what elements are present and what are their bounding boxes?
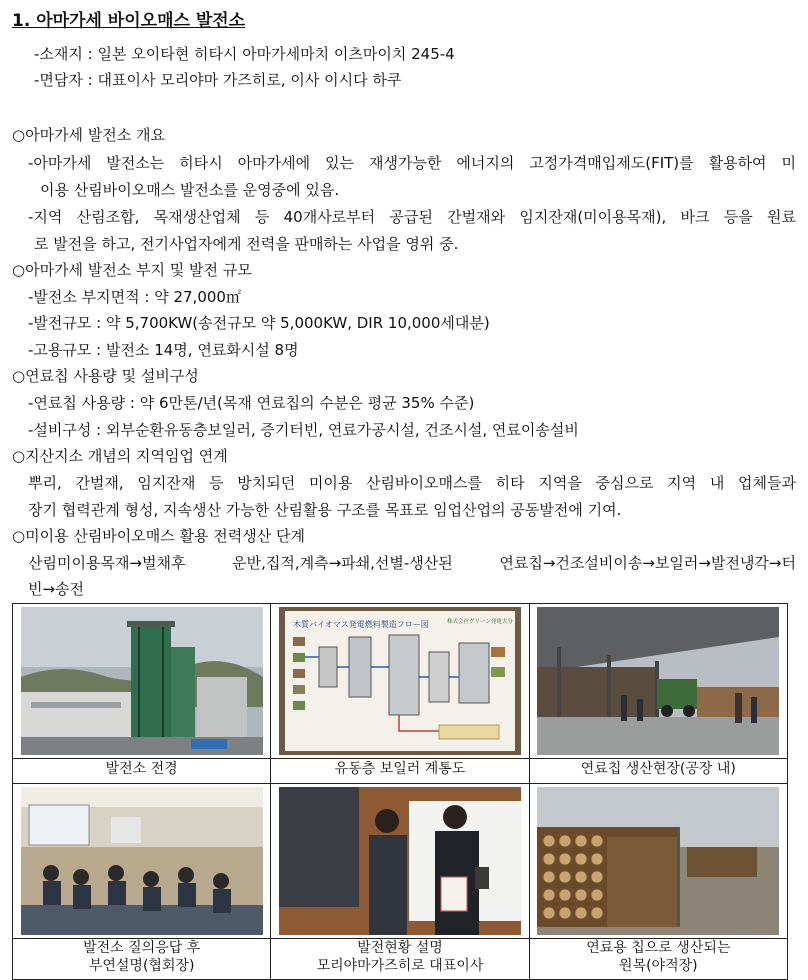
log-yard-photo <box>537 787 779 935</box>
photo-caption-line1: 연료용 칩으로 생산되는 <box>586 940 731 956</box>
power-plant-photo <box>21 607 263 755</box>
photo-caption-line2: 모리야마가즈히로 대표이사 <box>316 958 484 974</box>
photo-caption: 유동층 보일러 계통도 <box>271 759 529 784</box>
site-area: -발전소 부지면적 : 약 27,000㎡ <box>28 288 241 306</box>
photo-cell <box>271 604 529 759</box>
ceo-presentation-photo <box>279 787 521 935</box>
local-forestry-line1: 뿌리, 간벌재, 임지잔재 등 방치되던 미이용 산림바이오매스를 히타 지역을 중심으로 지역 내 업체들과 <box>28 474 796 492</box>
poster-company: 株式会社グリーン発電大分 <box>446 619 513 625</box>
photo-caption-line2: 부연설명(협회장) <box>88 958 195 974</box>
equipment-list: -설비구성 : 외부순환유동층보일러, 증기터빈, 연료가공시설, 건조시설, 연료이송설비 <box>28 421 579 439</box>
photo-caption <box>271 939 529 980</box>
photo-cell <box>13 784 271 939</box>
photo-caption-line1: 발전현황 설명 <box>357 940 443 956</box>
overview-p1-line1: -아마가세 발전소는 히타시 아마가세에 있는 재생가능한 에너지의 고정가격매입제도(FIT)를 활용하여 미 <box>28 154 796 172</box>
overview-header: ○아마가세 발전소 개요 <box>12 126 166 144</box>
photo-cell <box>529 604 787 759</box>
photo-caption: 연료칩 생산현장(공장 내) <box>529 759 787 784</box>
photo-caption <box>13 939 271 980</box>
poster-title: 木質バイオマス発電燃料製造フロー図 <box>292 620 429 629</box>
fuel-header: ○연료칩 사용량 및 설비구성 <box>12 367 199 385</box>
photo-caption: 발전소 전경 <box>13 759 271 784</box>
photo-table <box>12 603 788 980</box>
overview-p2-line2: 로 발전을 하고, 전기사업자에게 전력을 판매하는 사업을 영위 중. <box>34 235 459 253</box>
employment-scale: -고용규모 : 발전소 14명, 연료화시설 8명 <box>28 341 299 359</box>
local-forestry-line2: 장기 협력관계 형성, 지속생산 가능한 산림활용 구조를 목표로 임업산업의 공동발전에 기여. <box>28 501 622 519</box>
location-line: -소재지 : 일본 오이타현 히타시 아마가세마치 이츠마이치 245-4 <box>34 45 455 63</box>
process-line2: 빈→송전 <box>28 580 85 598</box>
photo-cell <box>271 784 529 939</box>
photo-caption-line1: 발전소 질의응답 후 <box>83 940 201 956</box>
process-header: ○미이용 산림바이오매스 활용 전력생산 단계 <box>12 527 305 545</box>
overview-p2-line1: -지역 산림조합, 목재생산업체 등 40개사로부터 공급된 간벌재와 임지잔재(미이용목재), 바크 등을 원료 <box>28 208 796 226</box>
chip-production-photo <box>537 607 779 755</box>
scale-header: ○아마가세 발전소 부지 및 발전 규모 <box>12 261 252 279</box>
photo-cell <box>13 604 271 759</box>
boiler-diagram-photo <box>279 607 521 755</box>
fuel-usage: -연료칩 사용량 : 약 6만톤/년(목재 연료칩의 수분은 평균 35% 수준) <box>28 394 475 412</box>
photo-caption-line2: 원목(야적장) <box>619 958 698 974</box>
process-line1: 산림미이용목재→벌채후 운반,집적,계측→파쇄,선별-생산된 연료칩→건조설비이송→보일러→발전냉각→터 <box>28 554 796 572</box>
photo-caption <box>529 939 787 980</box>
document-title: 1. 아마가세 바이오매스 발전소 <box>12 11 246 31</box>
photo-cell <box>529 784 787 939</box>
interviewee-line: -면담자 : 대표이사 모리야마 가즈히로, 이사 이시다 하쿠 <box>34 71 402 89</box>
local-forestry-header: ○지산지소 개념의 지역임업 연계 <box>12 447 228 465</box>
generation-capacity: -발전규모 : 약 5,700KW(송전규모 약 5,000KW, DIR 10,000세대분) <box>28 314 490 332</box>
qa-session-photo <box>21 787 263 935</box>
overview-p1-line2: 이용 산림바이오매스 발전소를 운영중에 있음. <box>40 181 340 199</box>
